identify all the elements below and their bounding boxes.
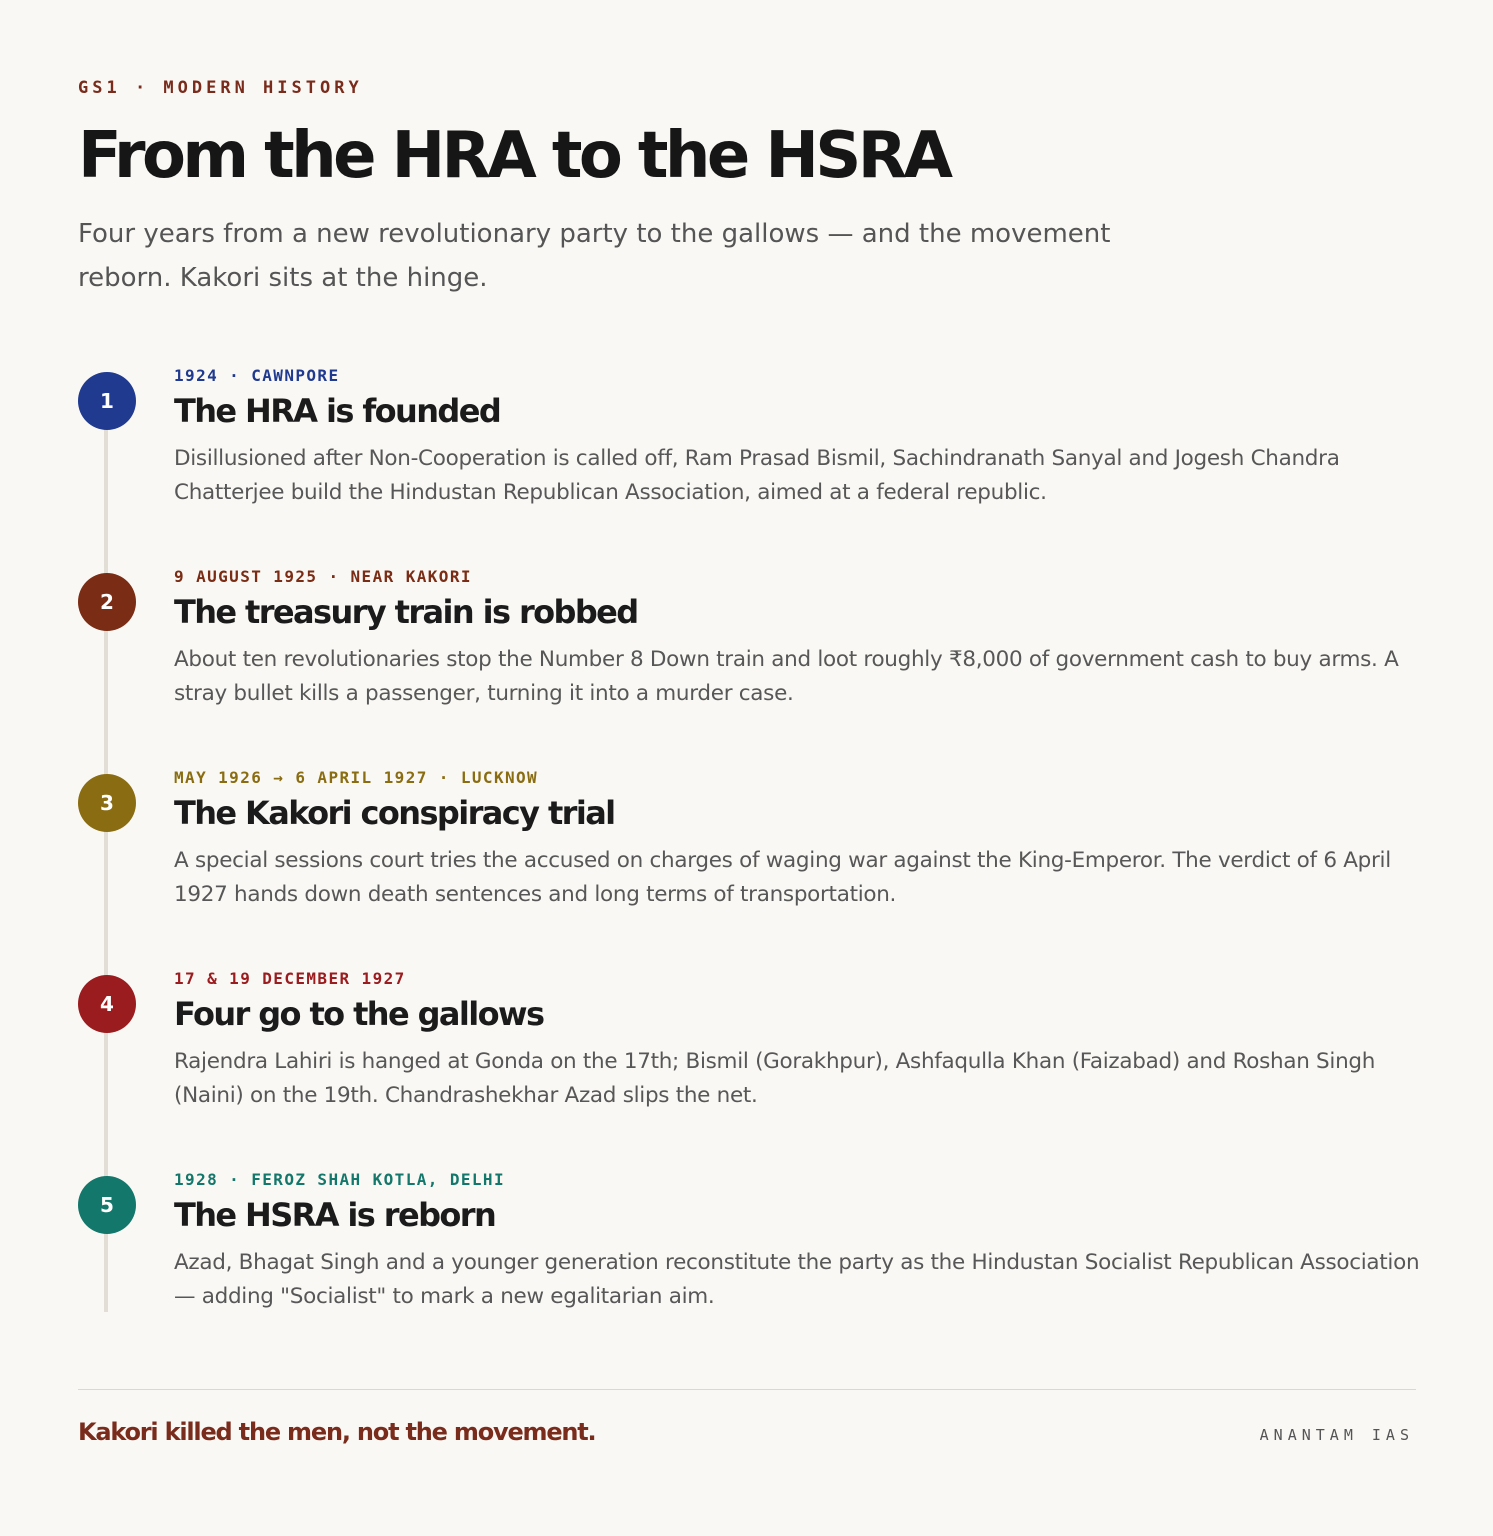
event-description: About ten revolutionaries stop the Number 8 Down train and loot roughly ₹8,000 of government cash to buy arms. A stray bullet kills a passenger, turning it into a murder case. [174, 647, 1399, 706]
footer-divider [78, 1389, 1416, 1390]
event-heading: The HSRA is reborn [174, 1196, 496, 1234]
event-date-place: 17 & 19 DECEMBER 1927 [174, 969, 406, 988]
event-description: A special sessions court tries the accused on charges of waging war against the King-Emperor. The verdict of 6 April 1927 hands down death sentences and long terms of transportation. [174, 848, 1391, 907]
eyebrow-label: GS1 · MODERN HISTORY [78, 78, 363, 98]
infographic-page [78, 0, 1420, 1536]
event-description: Azad, Bhagat Singh and a younger generation reconstitute the party as the Hindustan Socialist Republican Association — adding "Socialist" to mark a new egalitarian aim. [174, 1250, 1420, 1309]
event-date-place: 1924 · CAWNPORE [174, 366, 340, 385]
event-number-badge: 4 [78, 975, 136, 1033]
event-number-badge: 5 [78, 1176, 136, 1234]
event-number-badge: 1 [78, 372, 136, 430]
footer-tagline: Kakori killed the men, not the movement. [78, 1418, 596, 1446]
event-date-place: 9 AUGUST 1925 · NEAR KAKORI [174, 567, 472, 586]
page-title: From the HRA to the HSRA [78, 119, 950, 193]
event-date-place: 1928 · FEROZ SHAH KOTLA, DELHI [174, 1170, 505, 1189]
event-heading: Four go to the gallows [174, 995, 544, 1033]
brand-label: ANANTAM IAS [1259, 1426, 1414, 1444]
page-subtitle: Four years from a new revolutionary party to the gallows — and the movement reborn. Kakori sits at the hinge. [78, 219, 1111, 293]
event-heading: The Kakori conspiracy trial [174, 794, 615, 832]
event-description: Disillusioned after Non-Cooperation is called off, Ram Prasad Bismil, Sachindranath Sanyal and Jogesh Chandra Chatterjee build the Hindustan Republican Association, aimed at a federal republic. [174, 446, 1340, 505]
event-number-badge: 2 [78, 573, 136, 631]
event-heading: The treasury train is robbed [174, 593, 638, 631]
event-date-place: MAY 1926 → 6 APRIL 1927 · LUCKNOW [174, 768, 539, 787]
event-description: Rajendra Lahiri is hanged at Gonda on the 17th; Bismil (Gorakhpur), Ashfaqulla Khan (Faizabad) and Roshan Singh (Naini) on the 19th. Chandrashekhar Azad slips the net. [174, 1049, 1376, 1108]
event-number-badge: 3 [78, 774, 136, 832]
event-heading: The HRA is founded [174, 392, 501, 430]
